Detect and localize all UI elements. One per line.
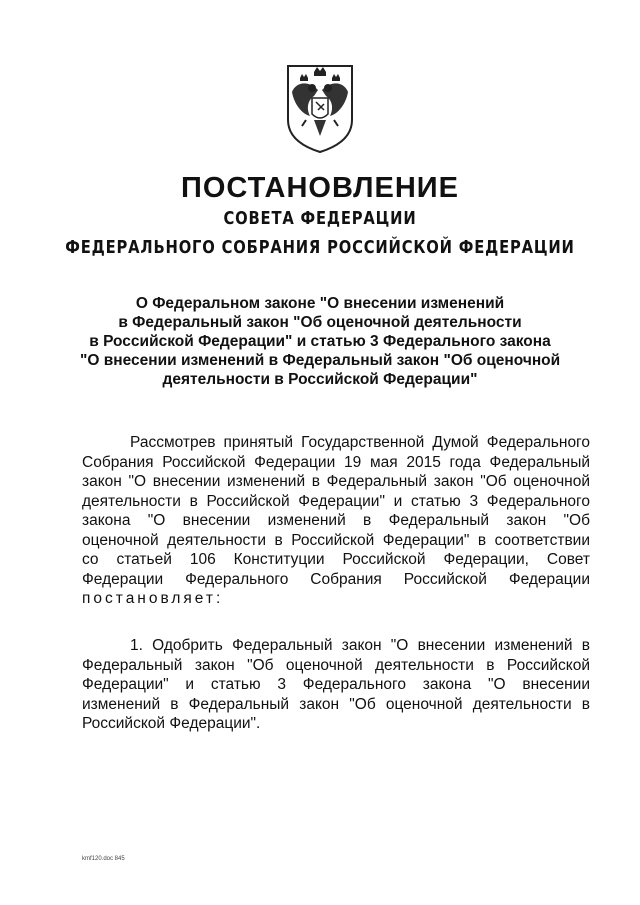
file-reference: kmf120.doc 845 (82, 856, 125, 862)
body-line: Федерации Федерального Собрания Российской Федерации (82, 570, 590, 588)
subject-line: деятельности в Российской Федерации" (162, 371, 478, 388)
subject-line: "О внесении изменений в Федеральный закон "Об оценочной (80, 352, 561, 369)
coat-of-arms-icon (284, 62, 356, 154)
body-line: Федерации" и статью 3 Федерального закона "О внесении (82, 676, 590, 693)
subject-line: в Федеральный закон "Об оценочной деятельности (118, 314, 522, 331)
body-line: изменений в Федеральный закон "Об оценочной деятельности в (82, 695, 590, 713)
body-line: деятельности в Российской Федерации" и статью 3 Федерального (82, 492, 590, 510)
body-line: Рассмотрев принятый Государственной Думой Федерального (130, 434, 590, 451)
body-line: оценочной деятельности в Российской Федерации" в соответствии (82, 531, 590, 549)
document-title: ПОСТАНОВЛЕНИЕ (181, 172, 459, 204)
document-subject (80, 294, 560, 389)
issuer-line-1: СОВЕТА ФЕДЕРАЦИИ (223, 208, 417, 229)
body-line: закон "О внесении изменений в Федеральный закон "Об оценочной (82, 473, 590, 490)
body-line: Федеральный закон "Об оценочной деятельности в Российской (82, 656, 590, 674)
body-line: 1. Одобрить Федеральный закон "О внесении изменений в (130, 637, 590, 654)
body-line: Собрания Российской Федерации 19 мая 2015 года Федеральный (82, 453, 590, 471)
body-line: закона "О внесении изменений в Федеральный закон "Об (82, 512, 590, 529)
subject-line: О Федеральном законе "О внесении изменений (135, 295, 505, 312)
body-line: Российской Федерации". (82, 715, 261, 732)
resolution-paragraph (82, 636, 590, 734)
resolves-word: постановляет: (82, 590, 224, 607)
subject-line: в Российской Федерации" и статью 3 Федерального закона (89, 333, 551, 350)
preamble-paragraph (82, 433, 590, 609)
issuer-line-2: ФЕДЕРАЛЬНОГО СОБРАНИЯ РОССИЙСКОЙ ФЕДЕРАЦИИ (65, 237, 575, 258)
body-line: со статьей 106 Конституции Российской Федерации, Совет (82, 551, 590, 568)
